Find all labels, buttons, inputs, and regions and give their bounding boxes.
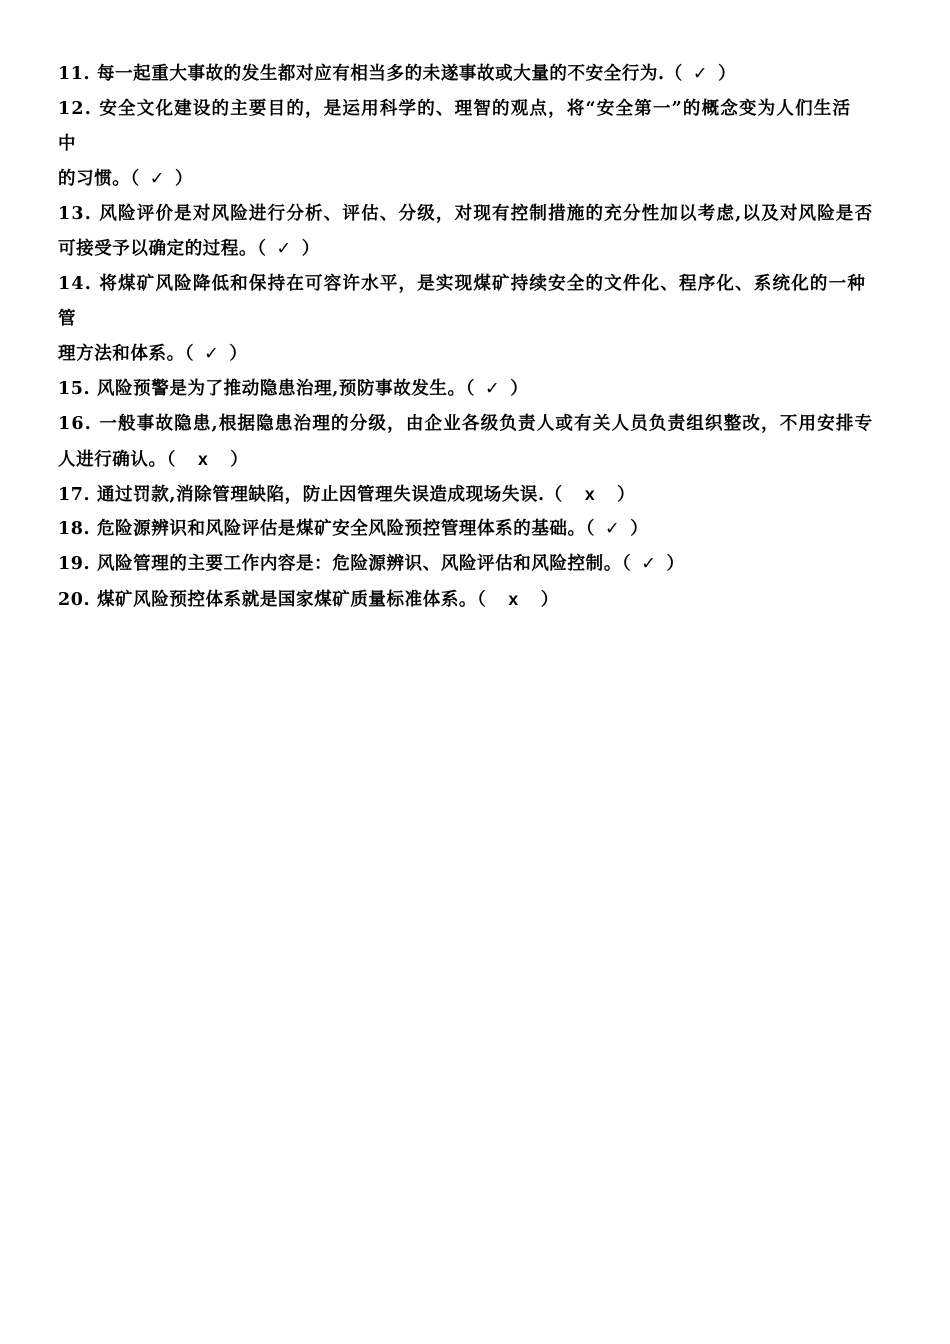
question-text: 15. 风险预警是为了推动隐患治理,预防事故发生。（ bbox=[58, 379, 475, 399]
question-text: 人进行确认。（ bbox=[58, 450, 176, 470]
question-text: 中 bbox=[58, 134, 77, 154]
question-text: 20. 煤矿风险预控体系就是国家煤矿质量标准体系。（ bbox=[58, 590, 487, 610]
cross-mark-icon: x bbox=[584, 484, 596, 504]
close-paren: ） bbox=[229, 344, 248, 364]
question-11 bbox=[58, 57, 898, 92]
close-paren: ） bbox=[630, 519, 649, 539]
question-20 bbox=[58, 582, 898, 617]
question-18 bbox=[58, 512, 898, 547]
question-text: 理方法和体系。（ bbox=[58, 344, 195, 364]
question-12-line-1 bbox=[58, 92, 898, 127]
check-mark-icon: ✓ bbox=[692, 64, 709, 84]
question-14-line-1 bbox=[58, 267, 898, 302]
question-text: 18. 危险源辨识和风险评估是煤矿安全风险预控管理体系的基础。（ bbox=[58, 519, 595, 539]
close-paren: ） bbox=[540, 590, 559, 610]
check-mark-icon: ✓ bbox=[204, 344, 220, 364]
close-paren: ） bbox=[617, 485, 636, 505]
question-text: 11. 每一起重大事故的发生都对应有相当多的未遂事故或大量的不安全行为.（ bbox=[58, 64, 683, 84]
check-mark-icon: ✓ bbox=[484, 379, 501, 399]
check-mark-icon: ✓ bbox=[276, 239, 292, 259]
question-16-line-2 bbox=[58, 442, 898, 477]
question-text: 的习惯。（ bbox=[58, 169, 140, 189]
cross-mark-icon: x bbox=[197, 449, 209, 469]
question-text: 管 bbox=[58, 309, 77, 329]
check-mark-icon: ✓ bbox=[605, 519, 621, 539]
question-text: 17. 通过罚款,消除管理缺陷，防止因管理失误造成现场失误.（ bbox=[58, 485, 563, 505]
question-13-line-1 bbox=[58, 197, 898, 232]
question-14-line-3 bbox=[58, 337, 898, 372]
question-text: 可接受予以确定的过程。（ bbox=[58, 239, 267, 259]
question-12-line-2 bbox=[58, 127, 898, 162]
cross-mark-icon: x bbox=[508, 589, 519, 609]
close-paren: ） bbox=[230, 450, 249, 470]
close-paren: ） bbox=[175, 169, 194, 189]
question-14-line-2 bbox=[58, 302, 898, 337]
question-17 bbox=[58, 477, 898, 512]
question-13-line-2 bbox=[58, 232, 898, 267]
check-mark-icon: ✓ bbox=[149, 169, 166, 189]
question-16-line-1 bbox=[58, 407, 898, 442]
question-text: 13. 风险评价是对风险进行分析、评估、分级，对现有控制措施的充分性加以考虑,以及对风险是否 bbox=[58, 204, 874, 224]
question-15 bbox=[58, 372, 898, 407]
question-text: 12. 安全文化建设的主要目的，是运用科学的、理智的观点，将“安全第一”的概念变为人们生活 bbox=[58, 99, 852, 119]
close-paren: ） bbox=[718, 64, 737, 84]
question-12-line-3 bbox=[58, 162, 898, 197]
close-paren: ） bbox=[510, 379, 529, 399]
check-mark-icon: ✓ bbox=[641, 554, 657, 574]
close-paren: ） bbox=[666, 554, 685, 574]
document-page bbox=[58, 57, 898, 617]
question-19 bbox=[58, 547, 898, 582]
close-paren: ） bbox=[301, 239, 320, 259]
question-text: 19. 风险管理的主要工作内容是：危险源辨识、风险评估和风险控制。（ bbox=[58, 554, 632, 574]
question-text: 14. 将煤矿风险降低和保持在可容许水平，是实现煤矿持续安全的文件化、程序化、系统化的一种 bbox=[58, 274, 867, 294]
question-text: 16. 一般事故隐患,根据隐患治理的分级，由企业各级负责人或有关人员负责组织整改，不用安排专 bbox=[58, 414, 874, 434]
